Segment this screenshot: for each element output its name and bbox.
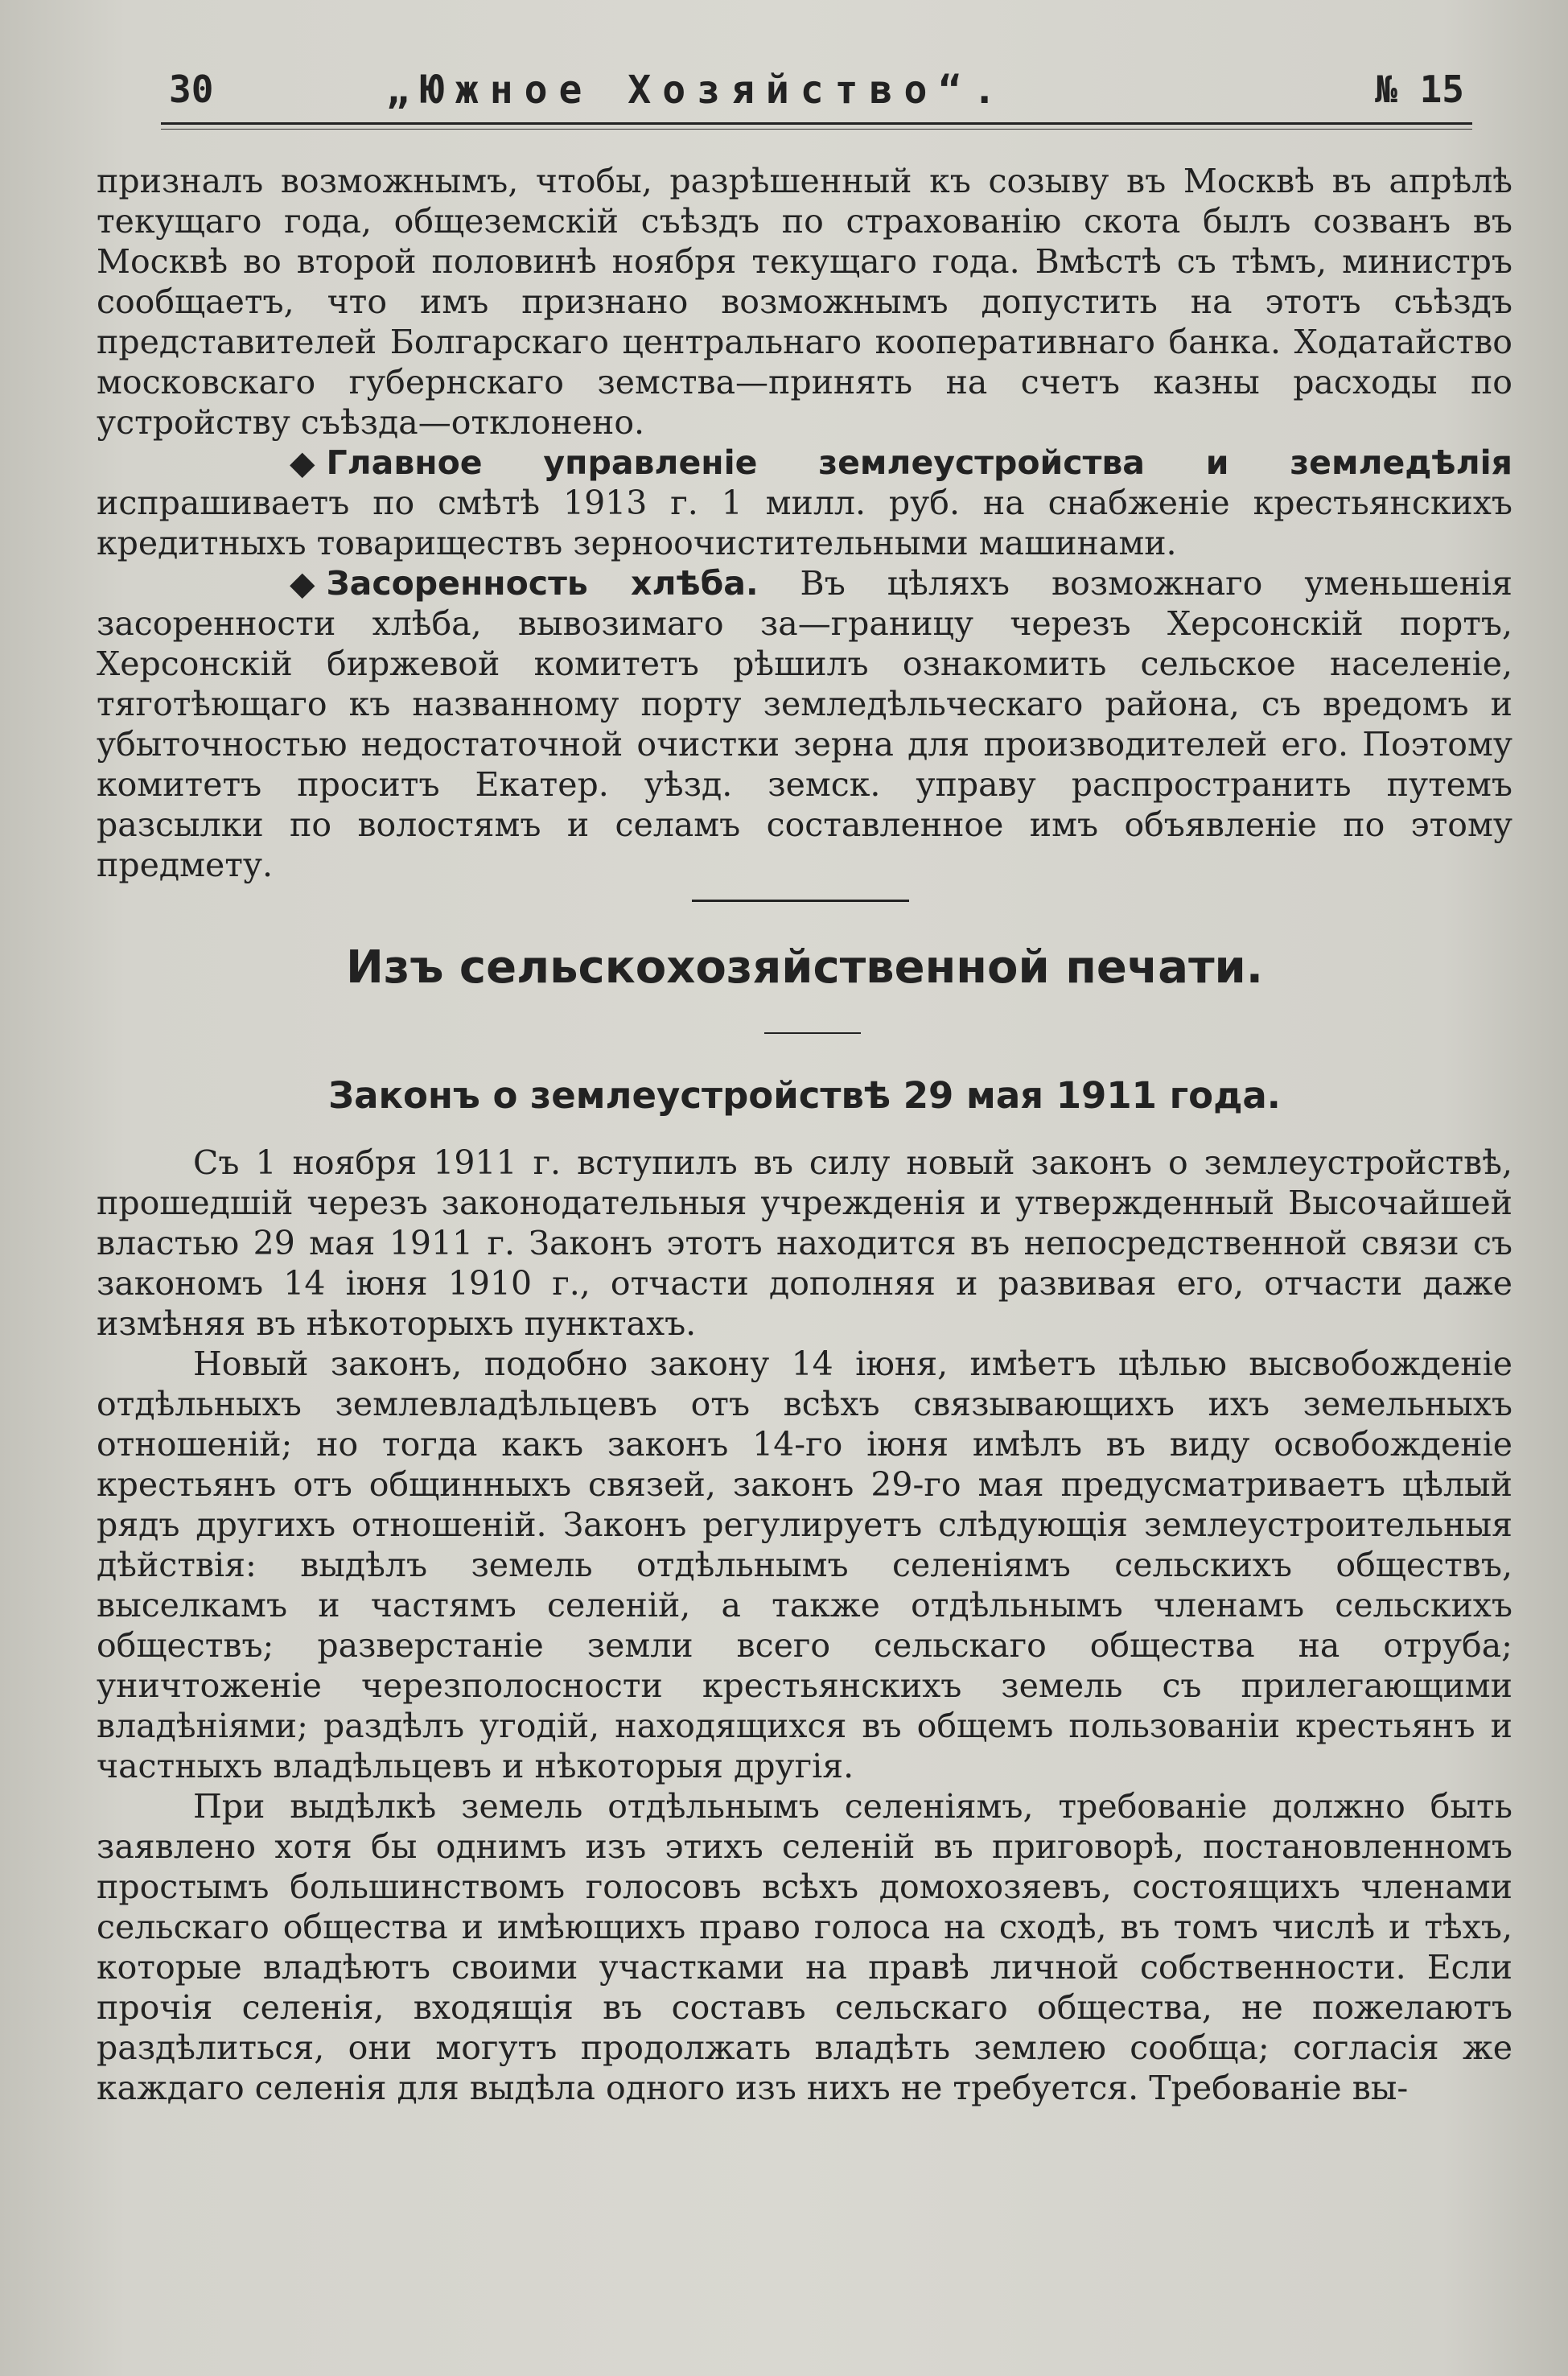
- diamond-bullet-icon: ◆: [290, 443, 315, 482]
- title-dash: [764, 1032, 861, 1034]
- continued-paragraph: призналъ возможнымъ, чтобы, разрѣшенный къ созыву въ Москвѣ въ апрѣлѣ текущаго года, общеземскій съѣздъ по страхованію скота былъ созванъ въ Москвѣ во второй половинѣ ноября текущаго года. Вмѣстѣ съ тѣмъ, министръ сообщаетъ, что имъ признано возможнымъ допустить на этотъ съѣздъ представителей Болгарскаго центральнаго кооперативнаго банка. Ходатайство московскаго губернскаго земства—принять на счетъ казны расходы по устройству съѣзда—отклонено.: [97, 162, 1512, 442]
- top-news-block: [97, 161, 1512, 885]
- article-body: [97, 1143, 1512, 2108]
- news-item-grain: [97, 563, 1512, 885]
- page-number: 30: [169, 68, 214, 111]
- journal-title: „Южное Хозяйство“.: [386, 68, 1008, 113]
- article-paragraph: Съ 1 ноября 1911 г. вступилъ въ силу новый законъ о землеустройствѣ, прошедшій черезъ законодательныя учрежденія и утвержденный Высочайшей властью 29 мая 1911 г. Законъ этотъ находится въ непосредственной связи съ закономъ 14 іюня 1910 г., отчасти дополняя и развивая его, отчасти даже измѣняя въ нѣкоторыхъ пунктахъ.: [97, 1143, 1512, 1343]
- news-item-lead: Засоренность хлѣба.: [326, 564, 759, 603]
- section-separator: [692, 900, 909, 902]
- news-item-text: Въ цѣляхъ возможнаго уменьшенія засоренности хлѣба, вывозимаго за—границу черезъ Херсонскій портъ, Херсонскій биржевой комитетъ рѣшилъ ознакомить сельское населеніе, тяготѣющаго къ названному порту земледѣльческаго района, съ вредомъ и убыточностью недостаточной очистки зерна для производителей его. Поэтому комитетъ проситъ Екатер. уѣзд. земск. управу распространить путемъ разсылки по волостямъ и селамъ составленное имъ объявленіе по этому предмету.: [97, 564, 1512, 884]
- issue-number: № 15: [1375, 68, 1464, 111]
- diamond-bullet-icon: ◆: [290, 564, 315, 603]
- section-title: Изъ сельскохозяйственной печати.: [345, 941, 1264, 994]
- running-header: [161, 68, 1472, 116]
- article-title: Законъ о землеустройствѣ 29 мая 1911 года.: [328, 1074, 1281, 1117]
- article-paragraph: При выдѣлкѣ земель отдѣльнымъ селеніямъ, требованіе должно быть заявлено хотя бы однимъ изъ этихъ селеній въ приговорѣ, постановленномъ простымъ большинствомъ голосовъ всѣхъ домохозяевъ, состоящихъ членами сельскаго общества и имѣющихъ право голоса на сходѣ, въ томъ числѣ и тѣхъ, которые владѣютъ своими участками на правѣ личной собственности. Если прочія селенія, входящія въ составъ сельскаго общества, не пожелаютъ раздѣлиться, они могутъ продолжать владѣть землею сообща; согласія же каждаго селенія для выдѣла одного изъ нихъ не требуется. Требованіе вы-: [97, 1787, 1512, 2107]
- news-item-text: испрашиваетъ по смѣтѣ 1913 г. 1 милл. руб. на снабженіе крестьянскихъ кредитныхъ товариществъ зерноочистительными машинами.: [97, 484, 1512, 562]
- header-rule: [161, 122, 1472, 125]
- article-paragraph: Новый законъ, подобно закону 14 іюня, имѣетъ цѣлью высвобожденіе отдѣльныхъ землевладѣльцевъ отъ всѣхъ связывающихъ ихъ земельныхъ отношеній; но тогда какъ законъ 14-го іюня имѣлъ въ виду освобожденіе крестьянъ отъ общинныхъ связей, законъ 29-го мая предусматриваетъ цѣлый рядъ другихъ отношеній. Законъ регулируетъ слѣдующія землеустроительныя дѣйствія: выдѣлъ земель отдѣльнымъ селеніямъ сельскихъ обществъ, выселкамъ и частямъ селеній, а также отдѣльнымъ членамъ сельскихъ обществъ; разверстаніе земли всего сельскаго общества на отруба; уничтоженіе черезполосности крестьянскихъ земель съ прилегающими владѣніями; раздѣлъ угодій, находящихся въ общемъ пользованіи крестьянъ и частныхъ владѣльцевъ и нѣкоторыя другія.: [97, 1344, 1512, 1785]
- header-rule-thin: [161, 129, 1472, 130]
- news-item-lead: Главное управленіе землеустройства и земледѣлія: [326, 443, 1512, 482]
- news-item-land-management: [97, 443, 1512, 563]
